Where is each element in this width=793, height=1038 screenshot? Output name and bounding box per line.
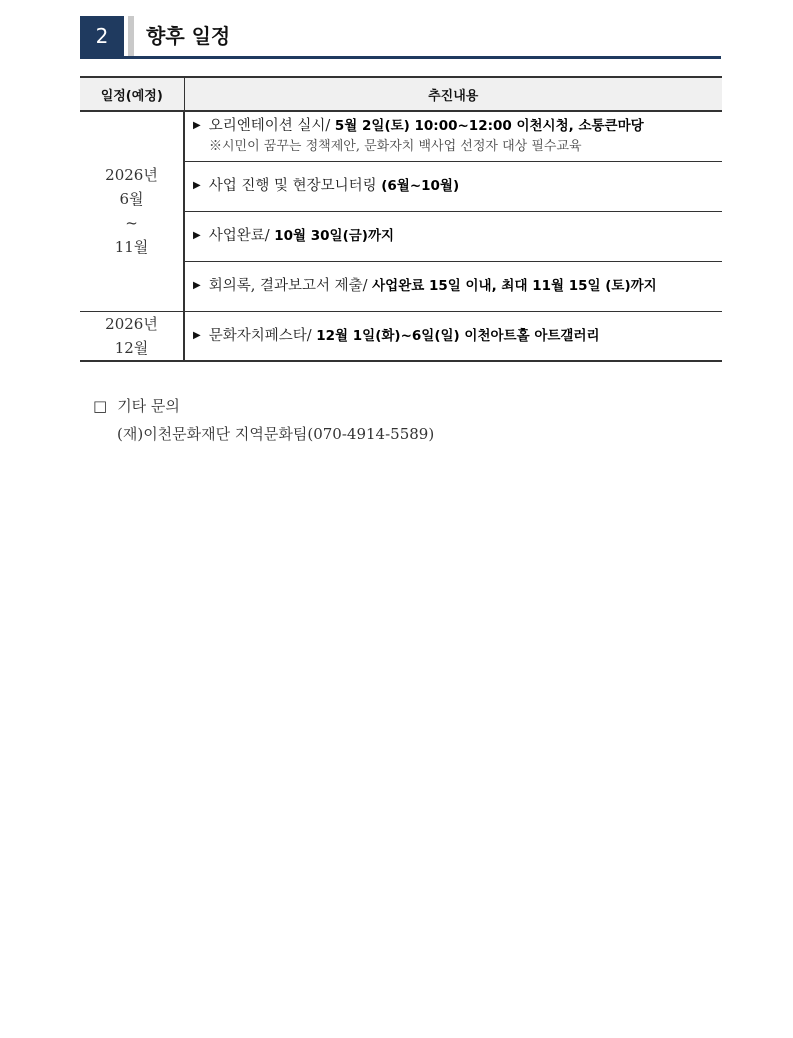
date-cell-dec <box>80 311 184 361</box>
item-detail: 12월 1일(화)~6일(일) 이천아트홀 아트갤러리 <box>316 327 600 344</box>
item-label: 사업완료/ <box>208 228 270 244</box>
play-triangle-icon: ▶ <box>193 180 201 191</box>
section-number: 2 <box>80 16 124 56</box>
list-item <box>193 275 714 297</box>
list-item <box>193 115 714 137</box>
list-item <box>193 325 714 347</box>
content-cell <box>184 261 722 311</box>
date-tilde: ~ <box>125 214 138 233</box>
item-detail: 5월 2일(토) 10:00~12:00 이천시청, 소통큰마당 <box>334 118 644 135</box>
date-end: 11월 <box>114 238 149 257</box>
item-note: ※시민이 꿈꾸는 정책제안, 문화자치 백사업 선정자 대상 필수교육 <box>209 139 582 155</box>
section-title: 향후 일정 <box>146 24 231 48</box>
item-detail: (6월~10월) <box>381 178 460 194</box>
content-cell <box>184 211 722 261</box>
table-row <box>80 311 722 361</box>
table-row <box>80 111 722 161</box>
play-triangle-icon: ▶ <box>193 329 201 341</box>
content-cell <box>184 111 722 161</box>
play-triangle-icon: ▶ <box>193 120 201 132</box>
item-detail: 10월 30일(금)까지 <box>274 228 395 244</box>
schedule-table <box>80 76 722 362</box>
content-cell <box>184 161 722 211</box>
checkbox-square-icon: □ <box>93 397 108 415</box>
date-start: 6월 <box>119 190 144 209</box>
contact-section <box>93 392 434 448</box>
item-label: 오리엔테이션 실시/ <box>208 118 331 135</box>
list-item <box>193 175 714 197</box>
date-month: 12월 <box>114 338 149 357</box>
contact-info: (재)이천문화재단 지역문화팀(070-4914-5589) <box>117 425 435 443</box>
item-label: 회의록, 결과보고서 제출/ <box>208 278 368 294</box>
date-cell-jun-nov <box>80 111 184 311</box>
play-triangle-icon: ▶ <box>193 230 201 241</box>
content-cell <box>184 311 722 361</box>
section-underline <box>80 56 721 59</box>
header-date: 일정(예정) <box>80 77 184 111</box>
header-content: 추진내용 <box>184 77 722 111</box>
list-item <box>193 225 714 247</box>
section-header <box>80 16 721 60</box>
play-triangle-icon: ▶ <box>193 280 201 291</box>
item-label: 문화자치페스타/ <box>208 327 312 344</box>
item-label: 사업 진행 및 현장모니터링 <box>208 178 377 194</box>
section-accent-bar <box>128 16 134 56</box>
table-header-row <box>80 77 722 111</box>
date-year: 2026년 <box>105 314 158 333</box>
item-detail: 사업완료 15일 이내, 최대 11월 15일 (토)까지 <box>372 278 657 294</box>
date-year: 2026년 <box>105 166 158 185</box>
contact-heading: 기타 문의 <box>117 397 180 415</box>
contact-heading-line <box>93 392 434 420</box>
